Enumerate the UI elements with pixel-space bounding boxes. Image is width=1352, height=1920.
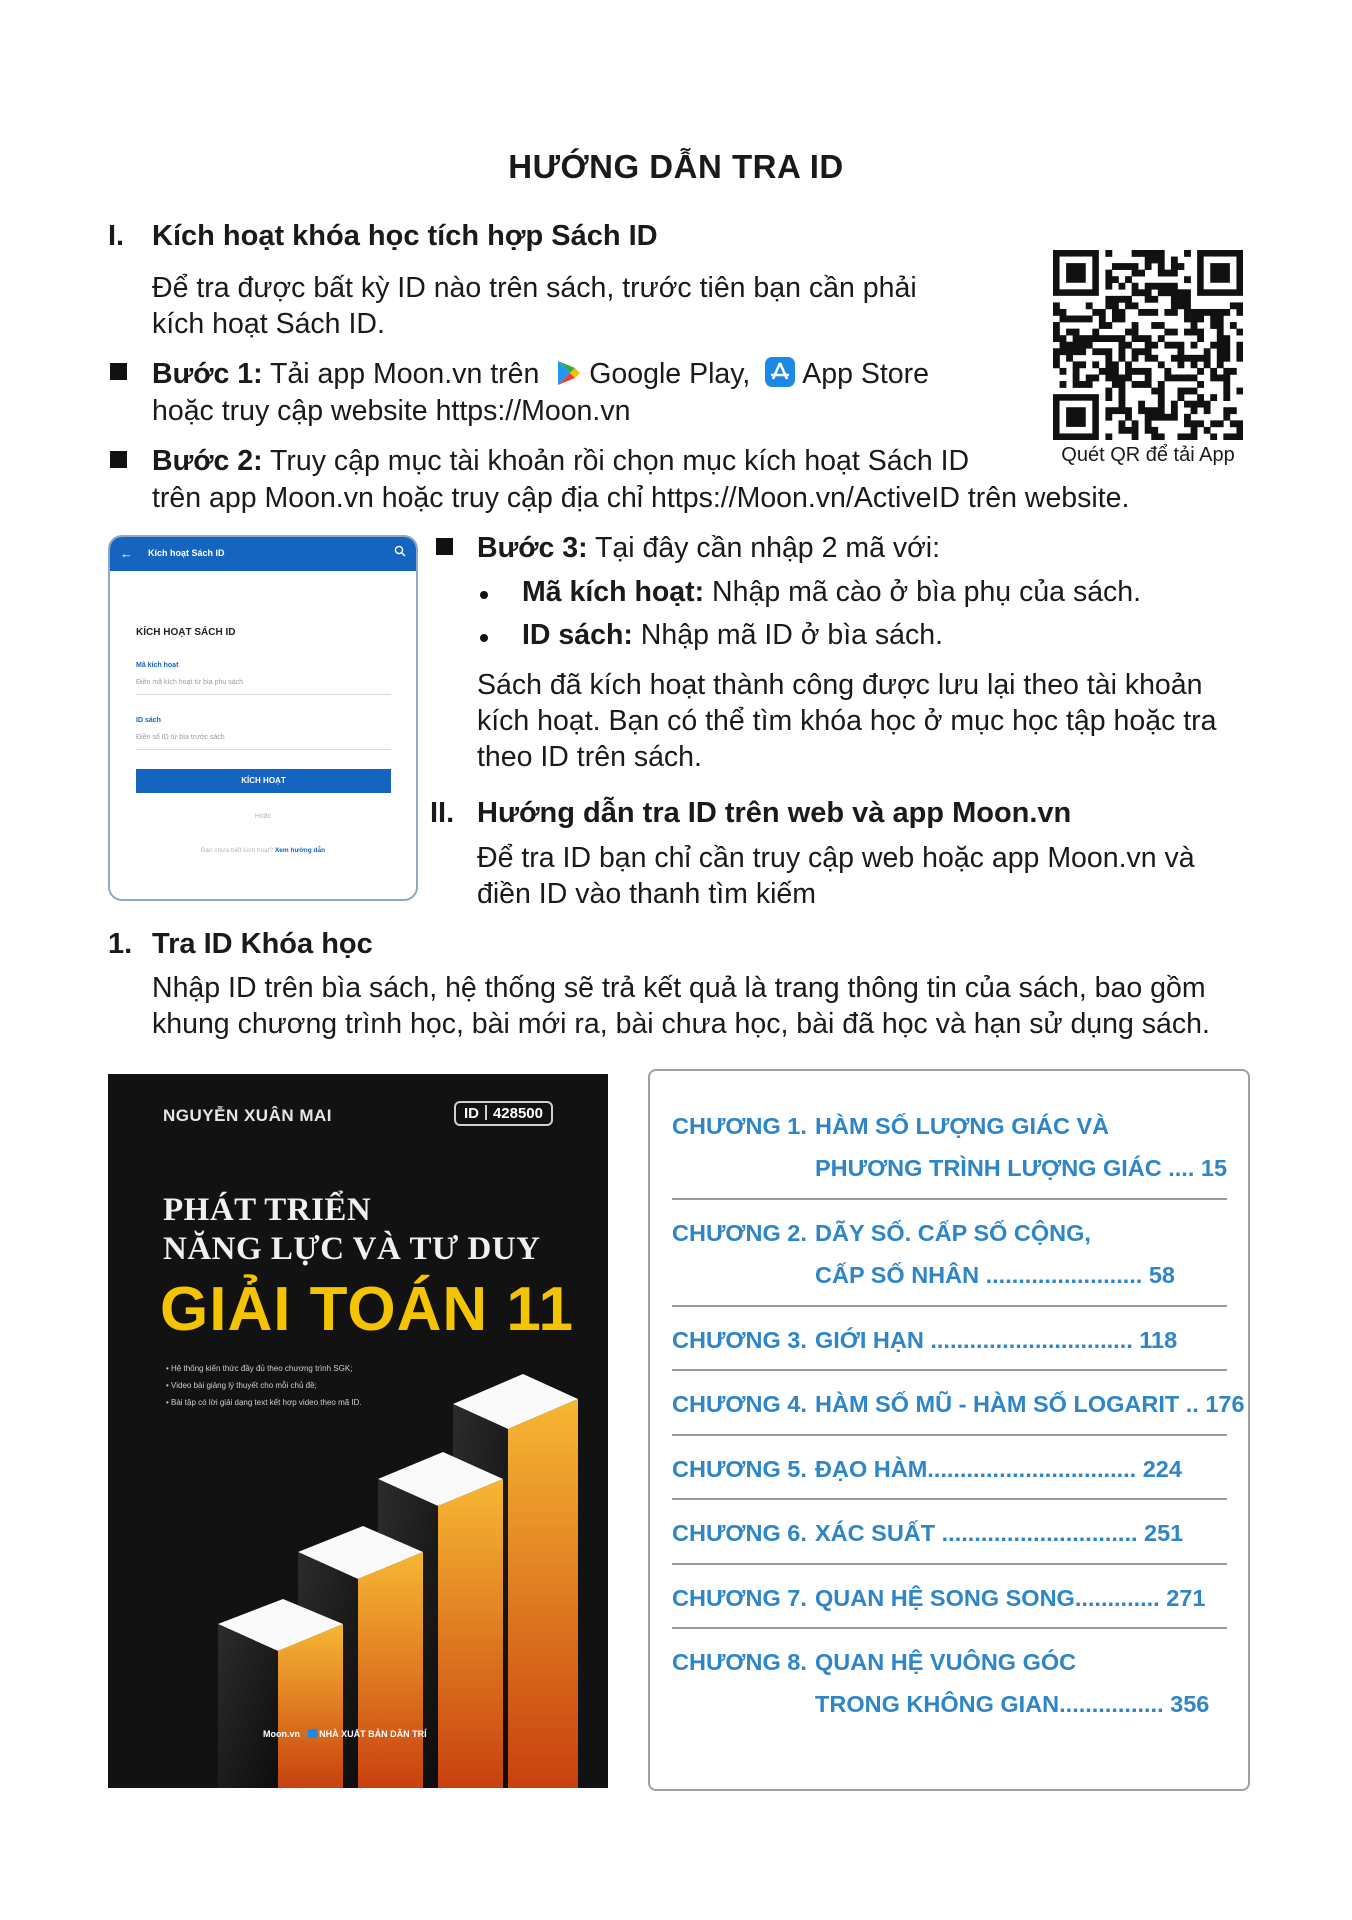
toc-title: QUAN HỆ SONG SONG............. 271	[815, 1585, 1206, 1611]
activation-screenshot	[108, 535, 418, 901]
divider	[485, 1105, 487, 1120]
google-play-link[interactable]: Google Play,	[589, 358, 751, 390]
step-3-label: Bước 3:	[477, 532, 588, 564]
book-feature-3: • Bài tập có lời giải dạng text kết hợp video theo mã ID.	[166, 1398, 362, 1407]
section-2-text-1: Để tra ID bạn chỉ cần truy cập web hoặc app Moon.vn và	[477, 842, 1195, 874]
toc-title: QUAN HỆ VUÔNG GÓC	[815, 1649, 1077, 1675]
divider	[136, 694, 391, 695]
book-cover	[108, 1074, 608, 1788]
moon-logo: Moon.vn	[263, 1729, 300, 1739]
qr-code[interactable]	[1053, 250, 1243, 440]
toc-title: GIỚI HẠN ............................... 118	[815, 1327, 1178, 1353]
toc-chapter: CHƯƠNG 7.	[672, 1585, 807, 1611]
step-3-line	[477, 530, 940, 566]
publisher-logos: Moon.vn | NHÀ XUẤT BẢN DÂN TRÍ	[263, 1729, 427, 1739]
activation-code-input[interactable]: Điền mã kích hoạt từ bìa phụ sách	[136, 679, 244, 686]
app-store-link[interactable]: App Store	[802, 358, 929, 390]
toc-chapter: CHƯƠNG 6.	[672, 1520, 807, 1546]
toc-title: HÀM SỐ LƯỢNG GIÁC VÀ	[815, 1113, 1110, 1139]
section-1-intro-line2: kích hoạt Sách ID.	[152, 308, 385, 340]
back-arrow-icon[interactable]: ←	[120, 546, 133, 561]
book-id-badge	[454, 1101, 553, 1126]
toc-chapter: CHƯƠNG 3.	[672, 1327, 807, 1353]
activation-heading: KÍCH HOẠT SÁCH ID	[136, 627, 236, 638]
book-feature-2: • Video bài giảng lý thuyết cho mỗi chủ đề;	[166, 1381, 317, 1390]
toc-title-cont: PHƯƠNG TRÌNH LƯỢNG GIÁC .... 15	[815, 1155, 1228, 1181]
divider	[136, 749, 391, 750]
subsection-1-text-1: Nhập ID trên bìa sách, hệ thống sẽ trả kết quả là trang thông tin của sách, bao gồm	[152, 972, 1206, 1004]
toc-title-cont: CẤP SỐ NHÂN ........................ 58	[815, 1262, 1175, 1288]
toc-divider	[672, 1434, 1227, 1436]
toc-divider	[672, 1369, 1227, 1371]
bullet-square	[436, 538, 453, 555]
activation-code-desc: Nhập mã cào ở bìa phụ của sách.	[712, 576, 1142, 608]
book-main-title: GIẢI TOÁN 11	[160, 1275, 574, 1344]
app-store-icon[interactable]	[764, 356, 796, 397]
search-icon[interactable]	[394, 545, 406, 557]
step-1-text: Tải app Moon.vn trên	[270, 358, 540, 390]
toc-divider	[672, 1305, 1227, 1307]
toc-divider	[672, 1563, 1227, 1565]
toc-chapter: CHƯƠNG 2.	[672, 1220, 807, 1246]
toc-title: XÁC SUẤT .............................. 251	[815, 1520, 1184, 1546]
section-2-text-2: điền ID vào thanh tìm kiếm	[477, 878, 816, 910]
bullet-square	[110, 451, 127, 468]
bullet-dot	[480, 591, 488, 599]
toc-title: ĐẠO HÀM................................ 224	[815, 1456, 1182, 1482]
step-3-note-3: theo ID trên sách.	[477, 741, 702, 773]
step-3-note-1: Sách đã kích hoạt thành công được lưu lại theo tài khoản	[477, 669, 1203, 701]
step-3-bullet-1	[522, 574, 1141, 610]
toc-divider	[672, 1498, 1227, 1500]
section-1-title: Kích hoạt khóa học tích hợp Sách ID	[152, 220, 658, 252]
section-1-number: I.	[108, 220, 125, 252]
page-title: HƯỚNG DẪN TRA ID	[508, 148, 844, 185]
section-2-title: Hướng dẫn tra ID trên web và app Moon.vn	[477, 797, 1072, 829]
step-2-line1	[152, 443, 969, 479]
google-play-icon[interactable]	[553, 358, 583, 397]
stairs-illustration	[108, 1074, 608, 1788]
step-2-line2: trên app Moon.vn hoặc truy cập địa chỉ https://Moon.vn/ActiveID trên website.	[152, 482, 1130, 514]
help-footer	[110, 847, 416, 854]
book-feature-1: • Hệ thống kiến thức đầy đủ theo chương trình SGK;	[166, 1364, 353, 1373]
help-link[interactable]: Xem hướng dẫn	[274, 847, 326, 854]
id-badge-label: ID	[463, 1105, 479, 1122]
toc-divider	[672, 1198, 1227, 1200]
step-3-text: Tại đây cần nhập 2 mã với:	[595, 532, 941, 564]
id-badge-value: 428500	[492, 1105, 543, 1122]
toc-chapter: CHƯƠNG 4.	[672, 1391, 807, 1417]
qr-caption: Quét QR để tải App	[1061, 444, 1235, 466]
bullet-square	[110, 363, 127, 380]
subsection-1-text-2: khung chương trình học, bài mới ra, bài chưa học, bài đã học và hạn sử dụng sách.	[152, 1008, 1210, 1040]
subsection-1-number: 1.	[108, 928, 133, 960]
book-title-line-1: PHÁT TRIỂN	[163, 1192, 372, 1228]
book-author: NGUYỄN XUÂN MAI	[163, 1106, 333, 1125]
toc-title-cont: TRONG KHÔNG GIAN................ 356	[815, 1691, 1210, 1717]
toc-chapter: CHƯƠNG 1.	[672, 1113, 807, 1139]
help-text: Bạn chưa biết kích hoạt?	[200, 847, 275, 854]
book-id-term: ID sách:	[522, 619, 633, 651]
step-3-note-2: kích hoạt. Bạn có thể tìm khóa học ở mục học tập hoặc tra	[477, 705, 1217, 737]
app-header-bar	[110, 537, 416, 571]
or-text: Hoặc	[254, 813, 272, 820]
table-of-contents	[648, 1069, 1250, 1791]
toc-divider	[672, 1627, 1227, 1629]
book-id-desc: Nhập mã ID ở bìa sách.	[640, 619, 944, 651]
book-id-input[interactable]: Điền số ID từ bìa trước sách	[136, 734, 225, 741]
step-1-line2: hoặc truy cập website https://Moon.vn	[152, 395, 631, 427]
publisher-icon	[308, 1729, 317, 1738]
publisher-name: NHÀ XUẤT BẢN DÂN TRÍ	[319, 1729, 427, 1739]
step-1-line1	[152, 356, 929, 397]
toc-chapter: CHƯƠNG 8.	[672, 1649, 807, 1675]
activation-code-term: Mã kích hoạt:	[522, 576, 705, 608]
book-title-line-2: NĂNG LỰC VÀ TƯ DUY	[163, 1231, 541, 1267]
book-id-label: ID sách	[136, 717, 161, 724]
subsection-1-title: Tra ID Khóa học	[152, 928, 373, 960]
section-2-number: II.	[430, 797, 455, 829]
toc-title: HÀM SỐ MŨ - HÀM SỐ LOGARIT .. 176	[815, 1391, 1245, 1417]
activation-code-label: Mã kích hoạt	[136, 662, 179, 669]
toc-title: DÃY SỐ. CẤP SỐ CỘNG,	[815, 1220, 1091, 1246]
step-2-label: Bước 2:	[152, 445, 263, 477]
step-1-label: Bước 1:	[152, 358, 263, 390]
step-2-text: Truy cập mục tài khoản rồi chọn mục kích hoạt Sách ID	[270, 445, 970, 477]
section-1-intro-line1: Để tra được bất kỳ ID nào trên sách, trước tiên bạn cần phải	[152, 272, 917, 304]
bullet-dot	[480, 634, 488, 642]
activate-button[interactable]: KÍCH HOẠT	[136, 769, 391, 793]
toc-chapter: CHƯƠNG 5.	[672, 1456, 807, 1482]
step-3-bullet-2	[522, 617, 943, 653]
app-header-title: Kích hoạt Sách ID	[148, 548, 225, 558]
